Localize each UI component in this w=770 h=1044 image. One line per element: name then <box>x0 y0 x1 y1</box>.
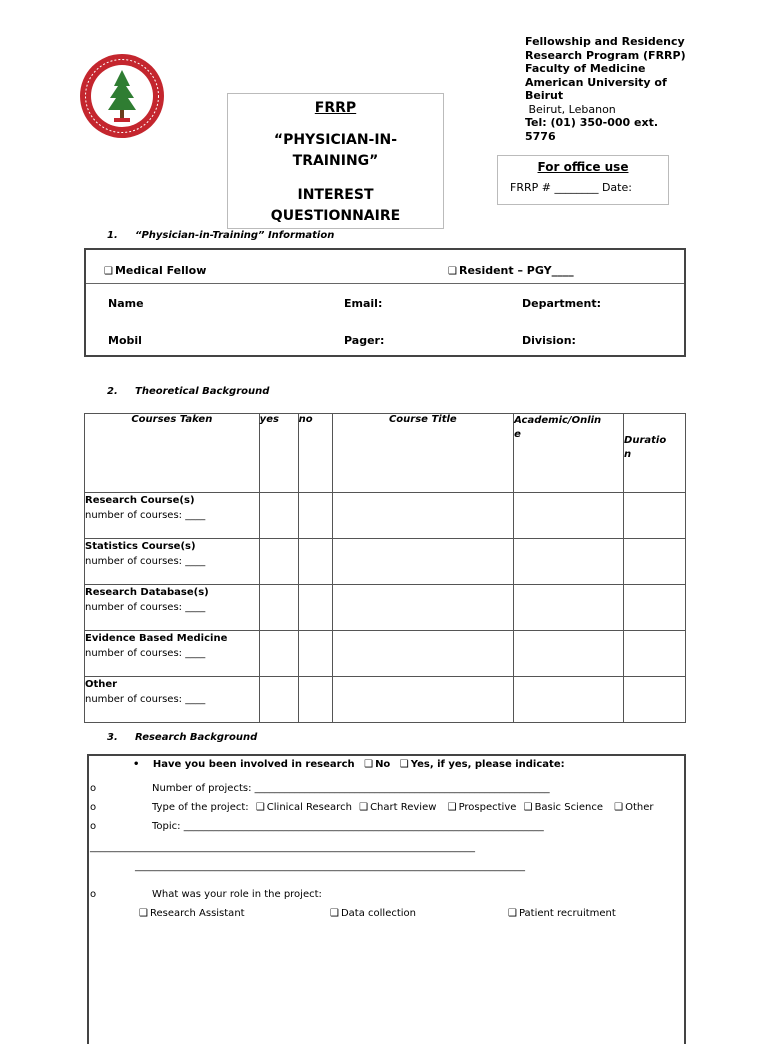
role-question: What was your role in the project: <box>152 889 322 900</box>
title-box <box>227 93 444 229</box>
duration-cell[interactable] <box>624 539 686 585</box>
course-name-cell: Statistics Course(s) number of courses: ____ <box>85 539 260 585</box>
basic-science-option[interactable]: ❑ Basic Science <box>523 802 603 813</box>
header-no: no <box>298 414 332 493</box>
org-line: Beirut, Lebanon <box>525 102 616 116</box>
checkbox-icon[interactable]: ❑ <box>359 802 369 813</box>
checkbox-icon[interactable]: ❑ <box>523 802 533 813</box>
yes-cell[interactable] <box>259 493 298 539</box>
duration-cell[interactable] <box>624 493 686 539</box>
checkbox-icon[interactable]: ❑ <box>139 908 148 919</box>
divider <box>86 283 684 284</box>
table-row <box>85 677 686 723</box>
duration-cell[interactable] <box>624 585 686 631</box>
yes-cell[interactable] <box>259 677 298 723</box>
resident-option[interactable] <box>448 264 574 277</box>
course-title-cell[interactable] <box>332 493 514 539</box>
duration-cell[interactable] <box>624 631 686 677</box>
checkbox-icon[interactable]: ❑ <box>364 759 374 770</box>
data-collection-option[interactable]: ❑ Data collection <box>330 908 417 919</box>
medical-fellow-option[interactable] <box>104 264 206 277</box>
table-row <box>85 539 686 585</box>
office-use-line: FRRP # ________ Date: <box>510 181 632 194</box>
yes-cell[interactable] <box>259 539 298 585</box>
checkbox-icon[interactable]: ❑ <box>104 266 113 277</box>
table-header-row <box>85 414 686 493</box>
title-line: “PHYSICIAN-IN- <box>273 132 398 148</box>
title-line: QUESTIONNAIRE <box>270 208 401 224</box>
number-of-projects[interactable]: Number of projects: ___________________________________________________________ <box>152 783 550 794</box>
no-cell[interactable] <box>298 631 332 677</box>
no-cell[interactable] <box>298 677 332 723</box>
course-name-cell: Evidence Based Medicine number of courses: ____ <box>85 631 260 677</box>
patient-recruitment-option[interactable]: ❑ Patient recruitment <box>508 908 616 919</box>
checkbox-icon[interactable]: ❑ <box>255 802 265 813</box>
title-line: TRAINING” <box>292 153 379 169</box>
org-line: Fellowship and Residency <box>525 35 685 48</box>
section-number: 2. <box>107 386 118 397</box>
course-title-cell[interactable] <box>332 631 514 677</box>
org-line: Tel: (01) 350-000 ext. <box>525 116 659 129</box>
name-label: Name <box>108 297 144 310</box>
duration-cell[interactable] <box>624 677 686 723</box>
research-assistant-option[interactable]: ❑ Research Assistant <box>139 908 245 919</box>
project-type-label: Type of the project: <box>152 802 249 813</box>
mobil-label: Mobil <box>108 334 142 347</box>
clinical-research-option[interactable]: ❑ Clinical Research <box>255 802 352 813</box>
project-type-row <box>152 802 654 813</box>
course-name-cell: Other number of courses: ____ <box>85 677 260 723</box>
list-marker: o <box>90 802 97 813</box>
academic-cell[interactable] <box>514 493 624 539</box>
pager-label: Pager: <box>344 334 385 347</box>
header-yes: yes <box>259 414 298 493</box>
aub-seal-logo <box>78 52 166 140</box>
section-title: “Physician-in-Training” Information <box>135 230 335 241</box>
courses-table <box>84 413 686 723</box>
section-number: 3. <box>107 732 118 743</box>
checkbox-icon[interactable]: ❑ <box>330 908 339 919</box>
checkbox-icon[interactable]: ❑ <box>399 759 409 770</box>
section-1-heading <box>107 230 334 241</box>
list-marker: o <box>90 783 97 794</box>
no-cell[interactable] <box>298 539 332 585</box>
org-line: Research Program (FRRP) <box>525 48 686 62</box>
course-title-cell[interactable] <box>332 677 514 723</box>
course-name-cell: Research Course(s) number of courses: ____ <box>85 493 260 539</box>
academic-cell[interactable] <box>514 585 624 631</box>
prospective-option[interactable]: ❑ Prospective <box>447 802 517 813</box>
no-cell[interactable] <box>298 493 332 539</box>
topic-continuation-line[interactable]: _____________________________________________________________________________ <box>90 842 475 853</box>
bullet-icon: • <box>133 759 140 770</box>
course-name-cell: Research Database(s) number of courses: ____ <box>85 585 260 631</box>
org-line: American University of <box>525 75 667 89</box>
checkbox-icon[interactable]: ❑ <box>447 802 457 813</box>
academic-cell[interactable] <box>514 539 624 585</box>
header-courses: Courses Taken <box>85 414 260 493</box>
table-row <box>85 631 686 677</box>
yes-cell[interactable] <box>259 585 298 631</box>
org-line: 5776 <box>525 129 556 143</box>
academic-cell[interactable] <box>514 631 624 677</box>
other-option[interactable]: ❑ Other <box>614 802 654 813</box>
chart-review-option[interactable]: ❑ Chart Review <box>359 802 437 813</box>
section-3-heading <box>107 732 257 743</box>
course-title-cell[interactable] <box>332 585 514 631</box>
no-cell[interactable] <box>298 585 332 631</box>
email-label: Email: <box>344 297 383 310</box>
option-label: Resident – PGY____ <box>458 264 574 277</box>
section-title: Theoretical Background <box>135 386 270 397</box>
department-label: Department: <box>522 297 601 310</box>
question-text: Have you been involved in research <box>152 759 355 770</box>
org-line: Beirut <box>525 89 564 102</box>
section-title: Research Background <box>135 732 258 743</box>
checkbox-icon[interactable]: ❑ <box>614 802 624 813</box>
trainee-info-box <box>84 248 686 357</box>
header-duration: Duratio n <box>624 414 686 493</box>
topic-field[interactable]: Topic: ________________________________________________________________________ <box>152 821 544 832</box>
office-use-heading: For office use <box>537 160 629 174</box>
list-marker: o <box>90 821 97 832</box>
table-row <box>85 493 686 539</box>
yes-option[interactable]: ❑ Yes, if yes, please indicate: <box>399 759 565 770</box>
topic-continuation-line[interactable]: ______________________________________________________________________________ <box>135 861 525 872</box>
academic-cell[interactable] <box>514 677 624 723</box>
section-number: 1. <box>107 230 118 241</box>
table-row <box>85 585 686 631</box>
list-marker: o <box>90 889 97 900</box>
org-line: Faculty of Medicine <box>525 62 646 75</box>
organization-address <box>525 35 740 143</box>
header-academic-online: Academic/Onlin e <box>514 414 624 493</box>
checkbox-icon[interactable]: ❑ <box>508 908 517 919</box>
header-course-title: Course Title <box>332 414 514 493</box>
division-label: Division: <box>522 334 576 347</box>
office-use-box <box>497 155 669 205</box>
involvement-question <box>133 759 565 770</box>
title-frrp: FRRP <box>314 100 357 116</box>
yes-cell[interactable] <box>259 631 298 677</box>
course-title-cell[interactable] <box>332 539 514 585</box>
title-line: INTEREST <box>297 187 374 203</box>
option-label: Medical Fellow <box>114 264 207 277</box>
no-option[interactable]: ❑ No <box>364 759 391 770</box>
checkbox-icon[interactable]: ❑ <box>448 266 457 277</box>
section-2-heading <box>107 386 269 397</box>
